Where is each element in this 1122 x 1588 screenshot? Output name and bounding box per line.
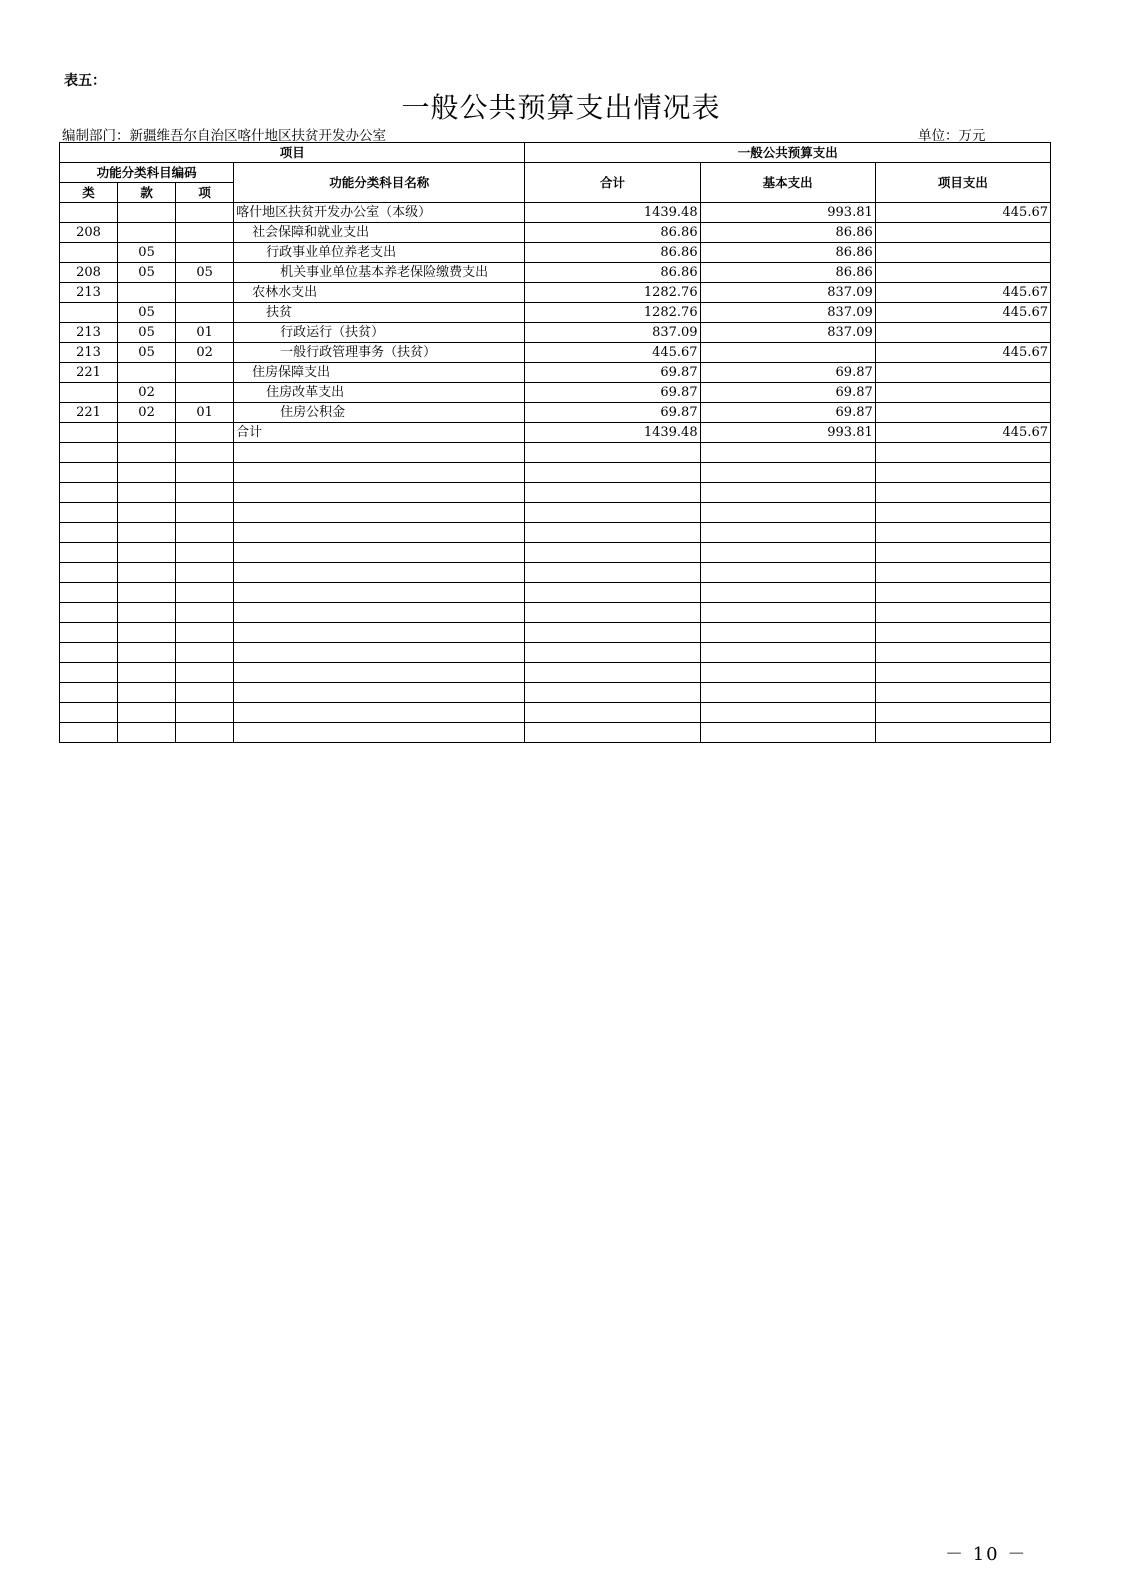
blank-cell (60, 483, 118, 503)
blank-cell (875, 463, 1050, 483)
table-row (60, 343, 1051, 363)
blank-cell (234, 463, 525, 483)
blank-row (60, 543, 1051, 563)
cell-total: 1282.76 (525, 303, 700, 323)
blank-cell (176, 583, 234, 603)
cell-project (875, 223, 1050, 243)
header-basic: 基本支出 (700, 163, 875, 203)
table-label: 表五： (64, 73, 106, 89)
blank-cell (234, 603, 525, 623)
blank-cell (60, 723, 118, 743)
cell-kuan: 05 (118, 243, 176, 263)
cell-kuan: 05 (118, 343, 176, 363)
blank-row (60, 523, 1051, 543)
blank-cell (60, 603, 118, 623)
blank-cell (525, 603, 700, 623)
cell-xiang (176, 383, 234, 403)
blank-row (60, 703, 1051, 723)
cell-name: 社会保障和就业支出 (234, 223, 525, 243)
blank-cell (875, 603, 1050, 623)
blank-row (60, 623, 1051, 643)
cell-xiang (176, 303, 234, 323)
blank-cell (176, 483, 234, 503)
blank-cell (700, 703, 875, 723)
header-lei: 类 (60, 183, 118, 203)
cell-basic: 837.09 (700, 283, 875, 303)
cell-basic: 69.87 (700, 363, 875, 383)
blank-cell (234, 583, 525, 603)
table-row (60, 363, 1051, 383)
blank-cell (525, 523, 700, 543)
blank-cell (875, 583, 1050, 603)
blank-row (60, 463, 1051, 483)
cell-project: 445.67 (875, 423, 1050, 443)
blank-row (60, 643, 1051, 663)
blank-cell (234, 523, 525, 543)
cell-xiang (176, 203, 234, 223)
blank-cell (700, 723, 875, 743)
blank-cell (700, 503, 875, 523)
blank-cell (234, 563, 525, 583)
table-row (60, 323, 1051, 343)
cell-name: 扶贫 (234, 303, 525, 323)
table-row (60, 263, 1051, 283)
cell-kuan (118, 203, 176, 223)
header-project: 项目支出 (875, 163, 1050, 203)
blank-cell (525, 563, 700, 583)
blank-cell (176, 663, 234, 683)
blank-cell (525, 683, 700, 703)
blank-cell (700, 443, 875, 463)
cell-lei: 208 (60, 263, 118, 283)
blank-cell (118, 523, 176, 543)
blank-cell (700, 643, 875, 663)
blank-cell (525, 483, 700, 503)
blank-cell (700, 603, 875, 623)
header-name: 功能分类科目名称 (234, 163, 525, 203)
blank-cell (176, 723, 234, 743)
blank-cell (176, 463, 234, 483)
blank-cell (60, 543, 118, 563)
cell-total: 445.67 (525, 343, 700, 363)
blank-cell (525, 723, 700, 743)
blank-cell (118, 563, 176, 583)
cell-project (875, 363, 1050, 383)
blank-cell (875, 643, 1050, 663)
blank-cell (118, 603, 176, 623)
cell-kuan (118, 283, 176, 303)
page-number: － 10 － (945, 1544, 1028, 1565)
cell-project: 445.67 (875, 303, 1050, 323)
blank-cell (875, 503, 1050, 523)
header-item: 项目 (60, 143, 525, 163)
blank-cell (234, 683, 525, 703)
blank-cell (118, 623, 176, 643)
table-row (60, 383, 1051, 403)
blank-row (60, 603, 1051, 623)
blank-cell (875, 483, 1050, 503)
blank-row (60, 683, 1051, 703)
blank-cell (176, 623, 234, 643)
blank-cell (525, 643, 700, 663)
blank-cell (234, 663, 525, 683)
cell-lei (60, 423, 118, 443)
table-row (60, 403, 1051, 423)
blank-cell (60, 443, 118, 463)
blank-row (60, 483, 1051, 503)
blank-cell (118, 543, 176, 563)
blank-cell (700, 623, 875, 643)
cell-total: 1439.48 (525, 203, 700, 223)
cell-lei (60, 203, 118, 223)
cell-kuan: 05 (118, 303, 176, 323)
blank-row (60, 723, 1051, 743)
page-title: 一般公共预算支出情况表 (401, 91, 721, 124)
blank-cell (875, 443, 1050, 463)
blank-row (60, 443, 1051, 463)
blank-row (60, 663, 1051, 683)
cell-total: 86.86 (525, 223, 700, 243)
cell-kuan: 05 (118, 323, 176, 343)
blank-row (60, 503, 1051, 523)
blank-cell (176, 503, 234, 523)
blank-cell (176, 703, 234, 723)
cell-total: 1439.48 (525, 423, 700, 443)
cell-total: 86.86 (525, 243, 700, 263)
blank-cell (60, 563, 118, 583)
header-xiang: 项 (176, 183, 234, 203)
cell-name: 喀什地区扶贫开发办公室（本级） (234, 203, 525, 223)
blank-cell (118, 483, 176, 503)
cell-basic: 86.86 (700, 243, 875, 263)
cell-project (875, 243, 1050, 263)
blank-cell (234, 643, 525, 663)
cell-name: 行政事业单位养老支出 (234, 243, 525, 263)
cell-name: 住房公积金 (234, 403, 525, 423)
header-total: 合计 (525, 163, 700, 203)
cell-lei (60, 383, 118, 403)
cell-xiang: 05 (176, 263, 234, 283)
cell-xiang (176, 363, 234, 383)
blank-cell (700, 543, 875, 563)
blank-cell (176, 643, 234, 663)
budget-table (59, 142, 1051, 743)
table-row (60, 303, 1051, 323)
blank-cell (525, 583, 700, 603)
cell-kuan (118, 423, 176, 443)
cell-name: 住房改革支出 (234, 383, 525, 403)
cell-basic: 86.86 (700, 223, 875, 243)
cell-name: 行政运行（扶贫） (234, 323, 525, 343)
blank-cell (700, 663, 875, 683)
cell-name: 农林水支出 (234, 283, 525, 303)
blank-cell (176, 543, 234, 563)
blank-cell (60, 683, 118, 703)
cell-basic: 69.87 (700, 383, 875, 403)
blank-cell (525, 543, 700, 563)
cell-total: 69.87 (525, 403, 700, 423)
table-row (60, 283, 1051, 303)
table-row (60, 223, 1051, 243)
cell-lei: 213 (60, 343, 118, 363)
blank-cell (875, 663, 1050, 683)
cell-basic: 86.86 (700, 263, 875, 283)
cell-xiang (176, 423, 234, 443)
blank-cell (700, 523, 875, 543)
blank-cell (875, 523, 1050, 543)
blank-cell (60, 583, 118, 603)
blank-cell (118, 663, 176, 683)
blank-row (60, 563, 1051, 583)
blank-cell (525, 463, 700, 483)
cell-lei (60, 243, 118, 263)
blank-cell (176, 443, 234, 463)
blank-cell (234, 483, 525, 503)
cell-total: 1282.76 (525, 283, 700, 303)
blank-cell (875, 683, 1050, 703)
blank-cell (118, 443, 176, 463)
cell-project: 445.67 (875, 283, 1050, 303)
cell-project (875, 263, 1050, 283)
blank-cell (525, 703, 700, 723)
cell-name: 合计 (234, 423, 525, 443)
blank-cell (118, 643, 176, 663)
cell-project (875, 403, 1050, 423)
blank-cell (118, 503, 176, 523)
blank-cell (875, 563, 1050, 583)
blank-cell (525, 623, 700, 643)
header-code-group: 功能分类科目编码 (60, 163, 234, 183)
cell-project: 445.67 (875, 203, 1050, 223)
blank-cell (700, 583, 875, 603)
blank-cell (60, 623, 118, 643)
blank-row (60, 583, 1051, 603)
blank-cell (700, 563, 875, 583)
blank-cell (60, 523, 118, 543)
cell-lei: 213 (60, 283, 118, 303)
blank-cell (60, 703, 118, 723)
cell-xiang: 02 (176, 343, 234, 363)
cell-total: 837.09 (525, 323, 700, 343)
blank-cell (234, 543, 525, 563)
blank-cell (234, 503, 525, 523)
blank-cell (176, 523, 234, 543)
cell-total: 69.87 (525, 363, 700, 383)
cell-basic: 993.81 (700, 203, 875, 223)
cell-basic: 837.09 (700, 303, 875, 323)
cell-basic: 837.09 (700, 323, 875, 343)
header-budget: 一般公共预算支出 (525, 143, 1051, 163)
department-label: 编制部门：新疆维吾尔自治区喀什地区扶贫开发办公室 (62, 128, 386, 144)
cell-kuan (118, 223, 176, 243)
blank-cell (60, 463, 118, 483)
blank-cell (118, 583, 176, 603)
cell-project: 445.67 (875, 343, 1050, 363)
cell-kuan: 02 (118, 403, 176, 423)
cell-lei (60, 303, 118, 323)
blank-cell (700, 483, 875, 503)
cell-xiang (176, 223, 234, 243)
blank-cell (118, 463, 176, 483)
header-kuan: 款 (118, 183, 176, 203)
cell-xiang: 01 (176, 323, 234, 343)
cell-kuan: 02 (118, 383, 176, 403)
table-row (60, 203, 1051, 223)
cell-basic: 69.87 (700, 403, 875, 423)
cell-project (875, 323, 1050, 343)
cell-kuan: 05 (118, 263, 176, 283)
cell-kuan (118, 363, 176, 383)
blank-cell (60, 503, 118, 523)
blank-cell (176, 603, 234, 623)
cell-name: 一般行政管理事务（扶贫） (234, 343, 525, 363)
blank-cell (700, 683, 875, 703)
cell-lei: 221 (60, 363, 118, 383)
cell-name: 住房保障支出 (234, 363, 525, 383)
table-row (60, 243, 1051, 263)
blank-cell (118, 703, 176, 723)
table-body (60, 203, 1051, 743)
cell-xiang (176, 243, 234, 263)
cell-basic (700, 343, 875, 363)
blank-cell (875, 703, 1050, 723)
blank-cell (118, 723, 176, 743)
cell-lei: 208 (60, 223, 118, 243)
blank-cell (234, 443, 525, 463)
cell-total: 69.87 (525, 383, 700, 403)
cell-total: 86.86 (525, 263, 700, 283)
blank-cell (234, 703, 525, 723)
unit-label: 单位：万元 (918, 128, 986, 144)
blank-cell (60, 643, 118, 663)
blank-cell (176, 563, 234, 583)
blank-cell (525, 503, 700, 523)
blank-cell (700, 463, 875, 483)
cell-name: 机关事业单位基本养老保险缴费支出 (234, 263, 525, 283)
table-row (60, 423, 1051, 443)
cell-xiang: 01 (176, 403, 234, 423)
cell-project (875, 383, 1050, 403)
blank-cell (875, 723, 1050, 743)
blank-cell (60, 663, 118, 683)
blank-cell (875, 623, 1050, 643)
blank-cell (234, 623, 525, 643)
cell-lei: 213 (60, 323, 118, 343)
blank-cell (875, 543, 1050, 563)
blank-cell (525, 443, 700, 463)
cell-xiang (176, 283, 234, 303)
blank-cell (118, 683, 176, 703)
blank-cell (176, 683, 234, 703)
blank-cell (525, 663, 700, 683)
blank-cell (234, 723, 525, 743)
cell-lei: 221 (60, 403, 118, 423)
cell-basic: 993.81 (700, 423, 875, 443)
